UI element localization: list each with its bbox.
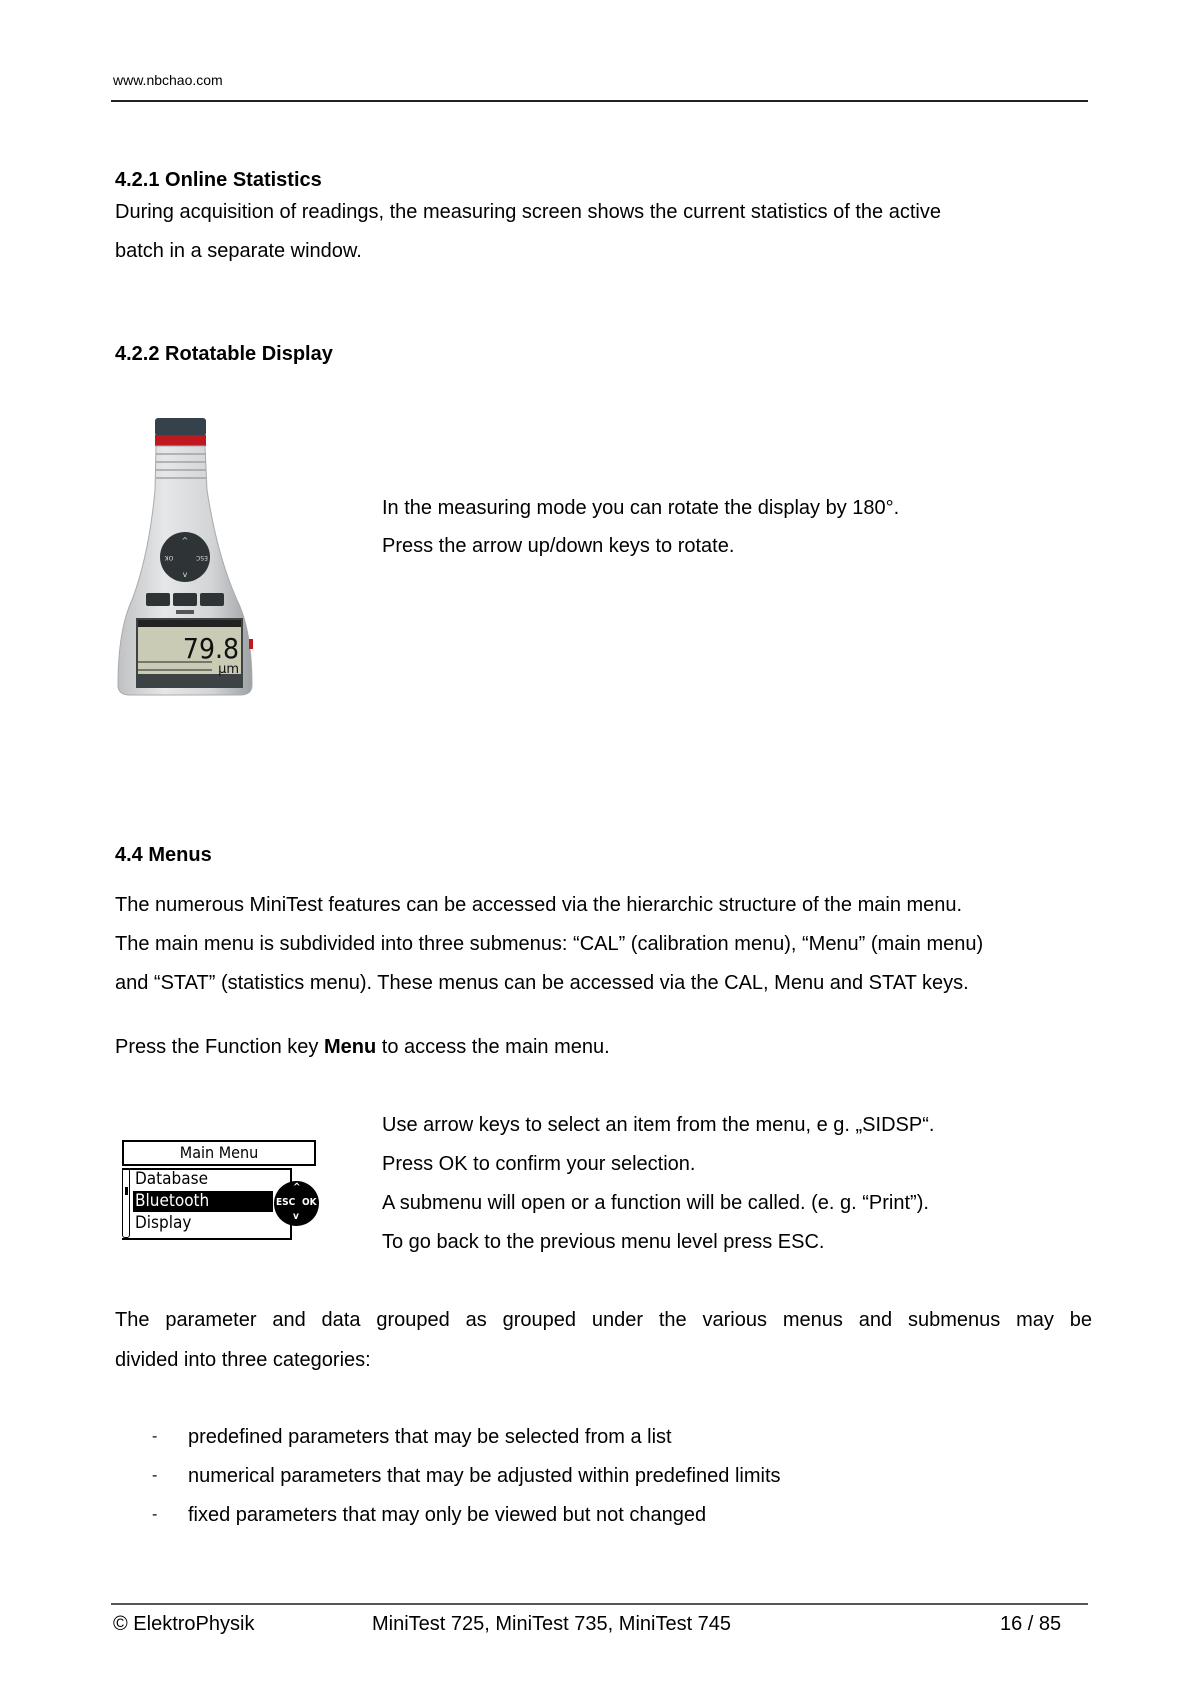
paragraph-line: During acquisition of readings, the measuring screen shows the current statistics of the active	[115, 201, 941, 223]
instruction-line: A submenu will open or a function will be called. (e. g. “Print”).	[382, 1192, 929, 1214]
paragraph-line: The main menu is subdivided into three submenus: “CAL” (calibration menu), “Menu” (main menu)	[115, 933, 984, 955]
scroll-thumb	[125, 1187, 128, 1195]
navigation-dial-icon	[274, 1181, 319, 1226]
minitest-device-icon	[112, 415, 262, 697]
text: Press the Function key	[115, 1036, 324, 1058]
press-menu-line	[115, 1036, 610, 1059]
header-rule	[111, 100, 1088, 102]
bullet-marker: -	[152, 1428, 158, 1445]
scrollbar-icon	[122, 1168, 130, 1238]
device-image	[112, 415, 262, 697]
arrow-up-icon: ^	[293, 1182, 301, 1193]
menu-item-database: Database	[135, 1169, 208, 1189]
footer-page-number: 16 / 85	[1000, 1613, 1062, 1635]
section-heading-rotatable-display: 4.2.2 Rotatable Display	[115, 343, 333, 365]
bullet-item: fixed parameters that may only be viewed but not changed	[188, 1504, 707, 1526]
instruction-line: Press OK to confirm your selection.	[382, 1153, 696, 1175]
paragraph-line: In the measuring mode you can rotate the display by 180°.	[382, 497, 900, 519]
section-heading-online-statistics: 4.2.1 Online Statistics	[115, 169, 322, 191]
svg-text:OK: OK	[164, 554, 174, 561]
menu-item-display: Display	[135, 1213, 192, 1233]
svg-text:ESC: ESC	[196, 554, 208, 561]
paragraph-line: and “STAT” (statistics menu). These menus can be accessed via the CAL, Menu and STAT keys.	[115, 972, 969, 994]
footer-copyright: © ElektroPhysik	[113, 1613, 255, 1635]
menu-item-bluetooth-selected: Bluetooth	[133, 1191, 273, 1212]
paragraph-line: The numerous MiniTest features can be accessed via the hierarchic structure of the main menu.	[115, 894, 963, 916]
main-menu-title: Main Menu	[122, 1140, 316, 1166]
svg-text:79.8: 79.8	[182, 632, 239, 665]
bullet-item: numerical parameters that may be adjusted within predefined limits	[188, 1465, 781, 1487]
bullet-marker: -	[152, 1467, 158, 1484]
bullet-item: predefined parameters that may be selected from a list	[188, 1426, 672, 1448]
main-menu-graphic	[118, 1136, 323, 1244]
paragraph-line: batch in a separate window.	[115, 240, 362, 262]
header-site-url: www.nbchao.com	[113, 72, 223, 88]
section-heading-menus: 4.4 Menus	[115, 844, 212, 866]
paragraph-line: Press the arrow up/down keys to rotate.	[382, 535, 735, 557]
svg-text:v: v	[182, 570, 188, 579]
instruction-line: To go back to the previous menu level press ESC.	[382, 1231, 825, 1253]
menu-key-name: Menu	[323, 1036, 377, 1058]
footer-models: MiniTest 725, MiniTest 735, MiniTest 745	[372, 1613, 732, 1635]
ok-label: OK	[302, 1197, 317, 1208]
bullet-marker: -	[152, 1506, 158, 1523]
svg-text:µm: µm	[218, 662, 239, 677]
arrow-down-icon: v	[293, 1211, 299, 1222]
paragraph-line: divided into three categories:	[115, 1349, 371, 1371]
footer-rule	[111, 1603, 1088, 1605]
instruction-line: Use arrow keys to select an item from the menu, e g. „SIDSP“.	[382, 1114, 935, 1136]
paragraph-line-justified: The parameter and data grouped as grouped under the various menus and submenus may be	[115, 1309, 1092, 1331]
text: to access the main menu.	[376, 1036, 610, 1058]
esc-label: ESC	[276, 1197, 296, 1208]
svg-text:^: ^	[181, 536, 189, 545]
